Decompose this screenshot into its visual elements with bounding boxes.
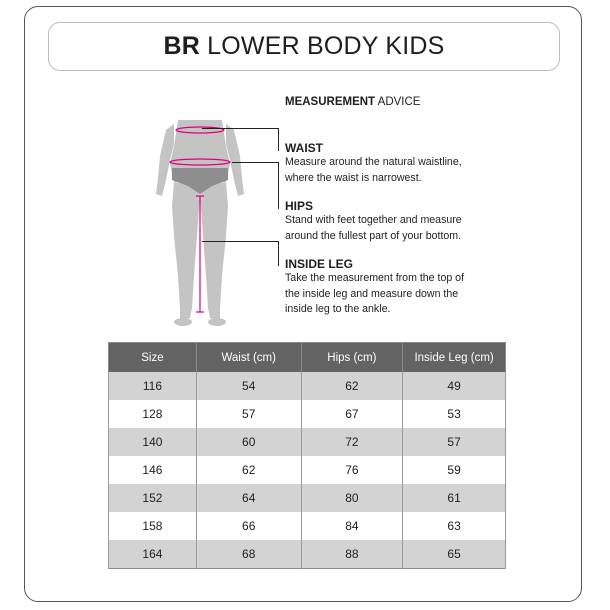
table-row xyxy=(109,456,506,484)
inside-leg-desc-line-1: Take the measurement from the top of xyxy=(285,272,465,284)
cell-hips: 62 xyxy=(301,372,403,400)
cell-inside-leg: 57 xyxy=(403,428,506,456)
cell-waist: 62 xyxy=(196,456,301,484)
hips-desc-line-2: around the fullest part of your bottom. xyxy=(285,229,462,242)
cell-size: 164 xyxy=(109,540,197,569)
hips-advice xyxy=(285,199,515,244)
page-title xyxy=(164,32,445,61)
cell-hips: 72 xyxy=(301,428,403,456)
hips-desc-line-1: Stand with feet together and measure xyxy=(285,214,462,226)
inside-leg-heading: INSIDE LEG xyxy=(285,257,354,271)
cell-waist: 57 xyxy=(196,400,301,428)
cell-waist: 60 xyxy=(196,428,301,456)
title-text: LOWER BODY KIDS xyxy=(207,32,445,60)
inside-leg-leader-line xyxy=(202,241,279,266)
cell-hips: 67 xyxy=(301,400,403,428)
waist-heading: WAIST xyxy=(285,141,323,155)
cell-inside-leg: 53 xyxy=(403,400,506,428)
hips-heading: HIPS xyxy=(285,199,314,213)
column-header-hips: Hips (cm) xyxy=(301,343,403,373)
measurement-advice-heading xyxy=(285,96,585,108)
cell-waist: 66 xyxy=(196,512,301,540)
cell-size: 152 xyxy=(109,484,197,512)
cell-hips: 76 xyxy=(301,456,403,484)
table-row xyxy=(109,400,506,428)
cell-hips: 80 xyxy=(301,484,403,512)
cell-waist: 64 xyxy=(196,484,301,512)
table-row xyxy=(109,372,506,400)
cell-size: 146 xyxy=(109,456,197,484)
inside-leg-advice xyxy=(285,257,515,318)
cell-inside-leg: 63 xyxy=(403,512,506,540)
cell-size: 116 xyxy=(109,372,197,400)
cell-hips: 84 xyxy=(301,512,403,540)
column-header-inside-leg: Inside Leg (cm) xyxy=(403,343,506,373)
table-row xyxy=(109,428,506,456)
advice-rest: ADVICE xyxy=(375,96,421,108)
table-row xyxy=(109,512,506,540)
table-row xyxy=(109,484,506,512)
cell-size: 128 xyxy=(109,400,197,428)
waist-advice xyxy=(285,141,515,186)
cell-inside-leg: 59 xyxy=(403,456,506,484)
table-row xyxy=(109,540,506,569)
inside-leg-desc-line-2: the inside leg and measure down the xyxy=(285,287,459,300)
waist-desc-line-1: Measure around the natural waistline, xyxy=(285,156,462,168)
column-header-waist: Waist (cm) xyxy=(196,343,301,373)
cell-size: 158 xyxy=(109,512,197,540)
cell-waist: 68 xyxy=(196,540,301,569)
cell-waist: 54 xyxy=(196,372,301,400)
title-box xyxy=(48,22,560,71)
cell-hips: 88 xyxy=(301,540,403,569)
waist-leader-line xyxy=(202,128,279,151)
cell-size: 140 xyxy=(109,428,197,456)
table-header-row xyxy=(109,343,506,373)
hips-leader-line xyxy=(232,162,279,209)
inside-leg-desc-line-3: inside leg to the ankle. xyxy=(285,303,391,315)
brand-label: BR xyxy=(163,32,201,60)
cell-inside-leg: 61 xyxy=(403,484,506,512)
cell-inside-leg: 65 xyxy=(403,540,506,569)
cell-inside-leg: 49 xyxy=(403,372,506,400)
column-header-size: Size xyxy=(109,343,197,373)
waist-desc-line-2: where the waist is narrowest. xyxy=(285,171,422,184)
advice-bold: MEASUREMENT xyxy=(285,96,376,108)
size-table xyxy=(108,342,506,569)
